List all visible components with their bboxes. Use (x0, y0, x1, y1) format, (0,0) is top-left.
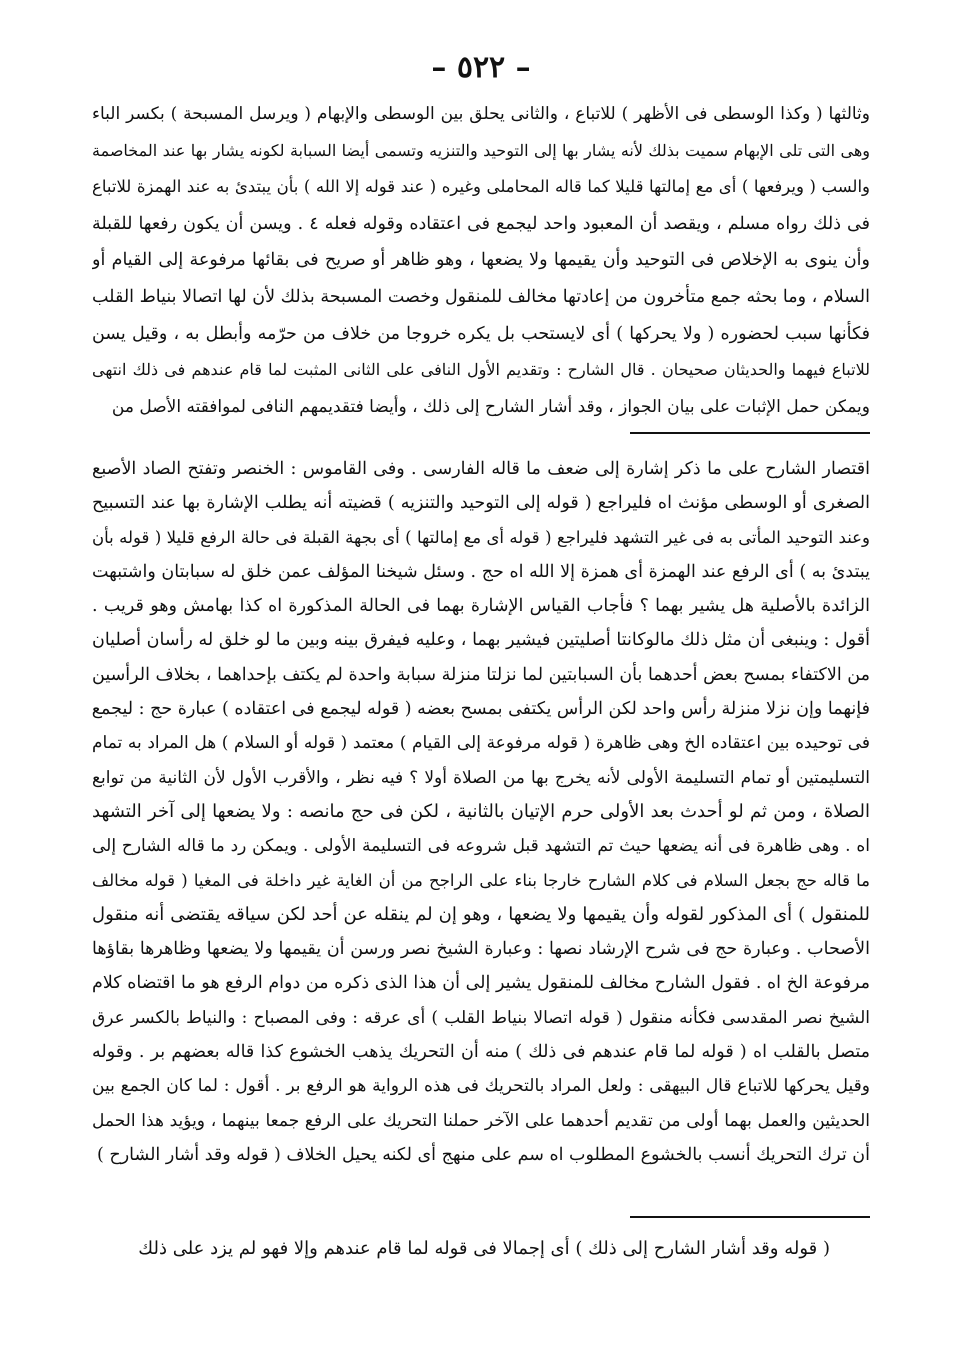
commentary-line: فإنهما وإن نزلا منزلة رأس واحد لكن الرأس يكتفى بمسح بعضه ( قوله ليجمع فى اعتقاده ) عبارة حج : ليجمع (92, 699, 870, 720)
main-text-line: وأن ينوى به الإخلاص فى التوحيد وأن يقيمها ولا يضعها ، وهو ظاهر أو صريح فى بقائها مرفوعة إلى القيام أو (92, 250, 870, 271)
commentary-line: الصلاة ، ومن ثم لو أحدث بعد الأولى حرم الإتيان بالثانية ، لكن فى حج مانصه : ولا يضعها إلى آخر التشهد (92, 800, 870, 822)
main-text-line: فى ذلك رواه مسلم ، ويقصد أن المعبود واحد ليجمع فى اعتقاده وقوله فعله ٤ . ويسن أن يكون رفعها للقبلة (92, 213, 870, 234)
commentary-line: التسليمتين أو تمام التسليمة الأولى لأنه يخرج بها من الصلاة أولا ؟ فيه نظر ، والأقرب الأول لأن الثانية من توابع (92, 767, 870, 788)
commentary-line: الحديثين والعمل بهما أولى من تقديم أحدهما على الآخر حملنا التحريك على الرفع جمعا بينهما ، ويؤيد هذا الحمل (92, 1110, 870, 1131)
commentary-line: اقتصار الشارح على ما ذكر إشارة إلى ضعف ما قاله الفارسى . وفى القاموس : الخنصر وتفتح الصاد الأصبع (92, 459, 870, 479)
main-text-line: ويمكن حمل الإثبات على بيان الجواز ، وقد أشار الشارح إلى ذلك ، وأيضا فتقديمهم النافى لموافقته الأصل من (111, 396, 870, 417)
commentary-line: مرفوعة الخ اه . فقول الشارح مخالف للمنقول يشير إلى أن هذا الذى ذكره من دوام الرفع هو ما اقتضاه كلام (92, 973, 870, 994)
commentary-line: الأصحاب . وعبارة حج فى شرح الإرشاد نصها : وعبارة الشيخ نصر ورسن أن يقيمها ولا يضعها وظاهرها بقاؤها (92, 939, 870, 960)
commentary-line: للمنقول ) أى المذكور لقوله وأن يقيمها ولا يضعها ، وهو إن لم ينقله عن أحد لكن سياقه يقتضى أنه منقول (92, 903, 870, 925)
commentary-line: اه . وهى ظاهرة فى أنه يضعها حيث تم التشهد قبل شروعه فى التسليمة الأولى . ويمكن رد ما قاله الشارح إلى (92, 836, 870, 857)
page-number: – ٥٢٢ – (431, 50, 531, 85)
commentary-line: من الاكتفاء بمسح بعض أحدهما بأن السبابتين لما نزلتا منزلة سبابة واحدة لم يكتف بإحداهما ، بخلاف الرأسين (92, 664, 870, 685)
section-divider (630, 432, 870, 434)
main-text-line: للاتباع فيهما والحديثان صحيحان . قال الشارح : وتقديم الأول النافى على الثانى المثبت لما قام عندهم فى ذلك انتهى (92, 360, 870, 380)
commentary-block (92, 452, 870, 1172)
commentary-line: الزائدة بالأصلية هل يشير بهما ؟ فأجاب القياس الإشارة بهما فى الحالة المذكورة اه كذا بهامش وهو قريب . (92, 596, 870, 617)
main-text-line: والسب ( ويرفعها ) أى مع إمالتها قليلا كما قاله المحاملى وغيره ( عند قوله إلا الله ) بأن يبتدئ به عند الهمزة للاتباع (92, 177, 870, 197)
commentary-line: وعند التوحيد المأتى به فى غير التشهد فليراجع ( قوله أى مع إمالتها ) أى بجهة القبلة فى حالة الرفع قليلا ( قوله بأن (92, 527, 870, 547)
commentary-line: ما قاله حج بجعل السلام فى كلام الشارح خارجا بناء على الراجح من أن الغاية غير داخلة فى المغيا ( قوله مخالف (92, 870, 870, 890)
commentary-line: أن ترك التحريك أنسب بالخشوع المطلوب اه سم على منهج أى لكنه يحيل الخلاف ( قوله وقد أشار الشارح ) (97, 1144, 870, 1165)
commentary-line: أقول : وينبغى أن مثل ذلك مالوكانتا أصليتين فيشير بهما ، وعليه فيفرق بينه وبين ما لو خلق له رأسان أصليان (92, 630, 870, 651)
main-text-line: فكأنها سبب لحضوره ( ولا يحركها ) أى لايستحب بل يكره خروجا من خلاف من حرّمه وأبطل به ، وقيل يسن (92, 323, 870, 344)
main-text-line: وثالثها ( وكذا الوسطى فى الأظهر ) للاتباع ، والثانى يحلق بين الوسطى والإبهام ( ويرسل المسبحة ) بكسر الباء (92, 104, 870, 124)
main-text-line: وهى التى تلى الإبهام سميت بذلك لأنه يشار بها إلى التوحيد والتنزيه وتسمى أيضا السبابة لكونه يشار بها عند المخاصمة (92, 140, 870, 160)
commentary-line: يبتدئ به ) أى الرفع عند الهمزة أى همزة إلا الله اه حج . وسئل شيخنا المؤلف عمن خلق له سبابتان واشتبهت (92, 561, 870, 582)
commentary-line: الشيخ نصر المقدسى فكأنه منقول ( قوله اتصالا بنياط القلب ) أى عرقه : وفى المصباح : والنياط بالكسر عرق (92, 1007, 870, 1028)
footnote-divider (630, 1216, 870, 1218)
footnote: ( قوله وقد أشار الشارح إلى ذلك ) أى إجمالا فى قوله لما قام عندهم وإلا فهو لم يزد على ذلك (138, 1238, 830, 1259)
commentary-line: متصل بالقلب اه ( قوله لما قام عندهم فى ذلك ) منه أن التحريك يذهب الخشوع كذا قاله بعضهم بر . وقوله (92, 1042, 870, 1063)
commentary-line: الصغرى أو الوسطى مؤنث اه فليراجع ( قوله إلى التوحيد والتنزيه ) قضيته أنه يطلب الإشارة بها عند التسبيح (92, 493, 870, 514)
commentary-line: فى توحيده بين اعتقاده الخ وهى ظاهرة ( قوله مرفوعة إلى القيام ) معتمد ( قوله أو السلام ) هل المراد به تمام (92, 733, 870, 754)
commentary-line: وقيل يحركها للاتباع قال البيهقى : ولعل المراد بالتحريك فى هذه الرواية هو الرفع بر . أقول : لما كان الجمع بين (92, 1076, 870, 1097)
main-text-block (92, 96, 870, 425)
main-text-line: السلام ، وما بحثه جمع متأخرون من إعادتها مخالف للمنقول وخصت المسبحة بذلك لأن لها اتصالا بنياط القلب (92, 286, 870, 307)
